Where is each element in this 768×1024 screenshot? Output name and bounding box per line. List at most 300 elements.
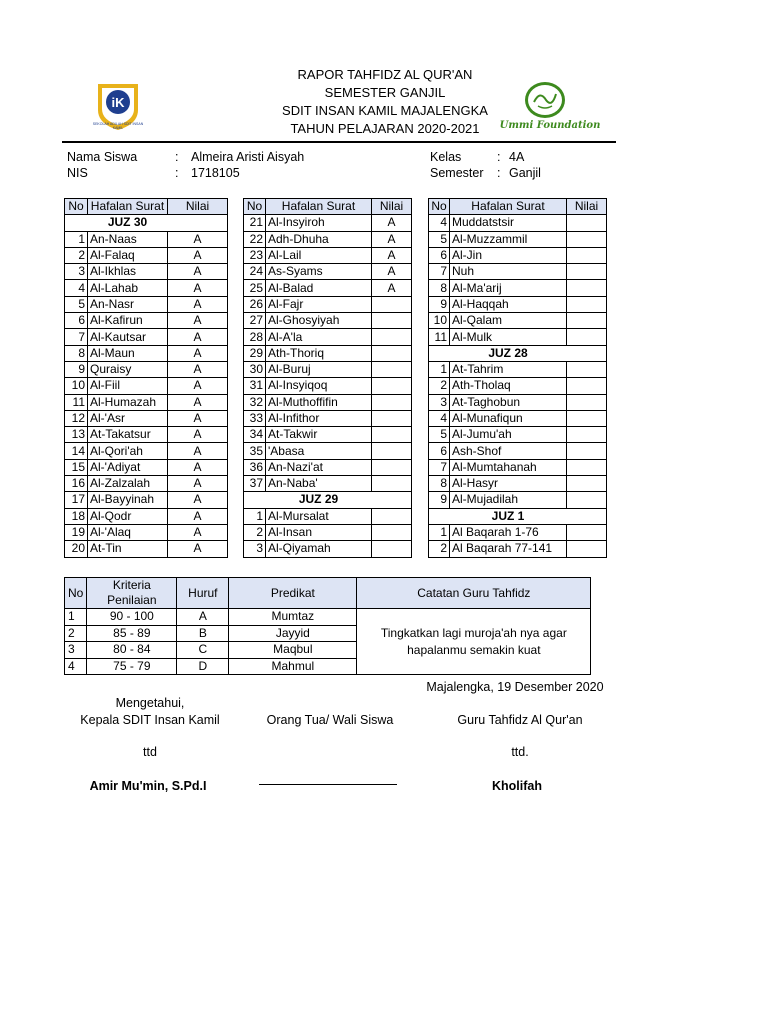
juz-no-cell xyxy=(244,492,266,508)
row-no: 4 xyxy=(429,410,450,426)
row-no: 4 xyxy=(429,215,450,231)
table-row xyxy=(65,378,228,394)
table-row xyxy=(244,459,412,475)
row-surat: Al-'Adiyat xyxy=(88,459,168,475)
row-nilai: A xyxy=(168,410,228,426)
name-value: Almeira Aristi Aisyah xyxy=(191,150,305,164)
row-no: 31 xyxy=(244,378,266,394)
row-nilai xyxy=(372,524,412,540)
header-divider xyxy=(62,141,616,143)
criteria-range: 80 - 84 xyxy=(87,642,177,659)
table-row xyxy=(244,541,412,557)
row-surat: Ash-Shof xyxy=(450,443,567,459)
row-nilai: A xyxy=(168,459,228,475)
row-nilai xyxy=(372,508,412,524)
table-row xyxy=(244,296,412,312)
row-nilai: A xyxy=(168,313,228,329)
row-surat: An-Naba' xyxy=(266,476,372,492)
row-surat: Al-Kafirun xyxy=(88,313,168,329)
ortu-title: Orang Tua/ Wali Siswa xyxy=(266,713,394,727)
row-no: 6 xyxy=(429,247,450,263)
row-no: 7 xyxy=(65,329,88,345)
row-no: 2 xyxy=(244,524,266,540)
table-row xyxy=(244,345,412,361)
row-no: 7 xyxy=(429,264,450,280)
row-nilai: A xyxy=(168,378,228,394)
row-nilai xyxy=(372,313,412,329)
row-no: 32 xyxy=(244,394,266,410)
table-row xyxy=(65,427,228,443)
row-nilai: A xyxy=(168,541,228,557)
row-nilai: A xyxy=(168,394,228,410)
juz-nilai-cell xyxy=(372,492,412,508)
row-no: 1 xyxy=(65,231,88,247)
row-no: 2 xyxy=(429,541,450,557)
row-surat: Muddatstsir xyxy=(450,215,567,231)
row-surat: Ath-Thoriq xyxy=(266,345,372,361)
row-nilai: A xyxy=(372,231,412,247)
nis-value: 1718105 xyxy=(191,166,240,180)
table-row xyxy=(244,410,412,426)
row-surat: Al-Mumtahanah xyxy=(450,459,567,475)
table-row xyxy=(429,476,607,492)
row-surat: Al-'Asr xyxy=(88,410,168,426)
criteria-header-predikat: Predikat xyxy=(229,578,357,609)
row-surat: Adh-Dhuha xyxy=(266,231,372,247)
row-nilai: A xyxy=(168,345,228,361)
row-no: 5 xyxy=(429,231,450,247)
row-no: 6 xyxy=(429,443,450,459)
row-no: 36 xyxy=(244,459,266,475)
kepala-ttd: ttd xyxy=(143,745,157,759)
row-nilai: A xyxy=(372,280,412,296)
table-row xyxy=(65,280,228,296)
row-nilai xyxy=(372,459,412,475)
row-surat: As-Syams xyxy=(266,264,372,280)
row-nilai xyxy=(372,378,412,394)
criteria-predikat: Mahmul xyxy=(229,658,357,675)
juz-nilai-cell xyxy=(567,345,607,361)
row-surat: Al-Infithor xyxy=(266,410,372,426)
row-nilai xyxy=(372,427,412,443)
juz-row xyxy=(429,345,607,361)
table-row xyxy=(65,345,228,361)
kelas-colon: : xyxy=(497,150,501,164)
row-nilai xyxy=(567,443,607,459)
row-no: 3 xyxy=(65,264,88,280)
table-row xyxy=(429,410,607,426)
table-row xyxy=(429,524,607,540)
row-surat: Ath-Tholaq xyxy=(450,378,567,394)
title-line-1: RAPOR TAHFIDZ AL QUR'AN xyxy=(297,67,473,82)
row-nilai xyxy=(567,476,607,492)
table-row xyxy=(244,476,412,492)
criteria-letter: D xyxy=(177,658,229,675)
row-surat: Al-Insyiroh xyxy=(266,215,372,231)
table-row xyxy=(429,541,607,557)
header-surat: Hafalan Surat xyxy=(450,199,567,215)
table-row xyxy=(65,476,228,492)
row-nilai xyxy=(567,264,607,280)
row-surat: Al-Insyiqoq xyxy=(266,378,372,394)
row-nilai: A xyxy=(168,231,228,247)
row-surat: Al-A'la xyxy=(266,329,372,345)
row-surat: Al-Ma'arij xyxy=(450,280,567,296)
juz-no-cell xyxy=(429,345,450,361)
table-row xyxy=(65,492,228,508)
row-no: 14 xyxy=(65,443,88,459)
row-nilai xyxy=(372,394,412,410)
row-no: 8 xyxy=(65,345,88,361)
table-row xyxy=(429,264,607,280)
row-nilai: A xyxy=(168,264,228,280)
row-surat: At-Tin xyxy=(88,541,168,557)
table-row xyxy=(65,231,228,247)
row-surat: Al-'Alaq xyxy=(88,524,168,540)
table-row xyxy=(244,247,412,263)
row-nilai: A xyxy=(168,524,228,540)
header-nilai: Nilai xyxy=(168,199,228,215)
row-no: 27 xyxy=(244,313,266,329)
table-row xyxy=(244,231,412,247)
criteria-header-huruf: Huruf xyxy=(177,578,229,609)
row-no: 8 xyxy=(429,476,450,492)
row-no: 17 xyxy=(65,492,88,508)
kelas-label: Kelas xyxy=(430,150,462,164)
semester-label: Semester xyxy=(430,166,484,180)
row-nilai xyxy=(372,329,412,345)
row-nilai xyxy=(567,541,607,557)
table-row xyxy=(244,524,412,540)
row-surat: Al-Balad xyxy=(266,280,372,296)
row-surat: Quraisy xyxy=(88,361,168,377)
row-no: 25 xyxy=(244,280,266,296)
table-row xyxy=(429,280,607,296)
table-row xyxy=(429,443,607,459)
row-no: 22 xyxy=(244,231,266,247)
row-no: 4 xyxy=(65,280,88,296)
table-row xyxy=(244,361,412,377)
svg-text:iK: iK xyxy=(111,95,125,110)
mengetahui-label: Mengetahui, xyxy=(115,696,185,710)
guru-title: Guru Tahfidz Al Qur'an xyxy=(457,713,583,727)
table-row xyxy=(429,247,607,263)
row-no: 26 xyxy=(244,296,266,312)
row-no: 11 xyxy=(429,329,450,345)
title-line-4: TAHUN PELAJARAN 2020-2021 xyxy=(290,121,480,136)
table-header-row xyxy=(429,199,607,215)
row-surat: At-Takwir xyxy=(266,427,372,443)
row-nilai xyxy=(567,492,607,508)
table-row xyxy=(65,394,228,410)
row-nilai xyxy=(372,296,412,312)
row-surat: At-Taghobun xyxy=(450,394,567,410)
table-row xyxy=(244,394,412,410)
row-no: 37 xyxy=(244,476,266,492)
row-surat: Al-Haqqah xyxy=(450,296,567,312)
table-row xyxy=(65,264,228,280)
row-no: 16 xyxy=(65,476,88,492)
table-row xyxy=(429,329,607,345)
row-nilai xyxy=(567,378,607,394)
row-surat: Al-Bayyinah xyxy=(88,492,168,508)
table-row xyxy=(65,361,228,377)
row-surat: Al-Mujadilah xyxy=(450,492,567,508)
row-nilai xyxy=(372,476,412,492)
row-nilai xyxy=(567,280,607,296)
criteria-header-row xyxy=(65,578,591,609)
semester-colon: : xyxy=(497,166,501,180)
row-nilai: A xyxy=(168,492,228,508)
juz-row xyxy=(244,492,412,508)
row-nilai xyxy=(567,361,607,377)
criteria-predikat: Mumtaz xyxy=(229,609,357,626)
table-row xyxy=(244,427,412,443)
ortu-signature-line xyxy=(259,784,397,785)
row-nilai xyxy=(372,410,412,426)
criteria-table xyxy=(64,577,591,675)
row-surat: Al-Fiil xyxy=(88,378,168,394)
row-surat: Al-Maun xyxy=(88,345,168,361)
row-no: 19 xyxy=(65,524,88,540)
criteria-no: 3 xyxy=(65,642,87,659)
title-line-3: SDIT INSAN KAMIL MAJALENGKA xyxy=(282,103,488,118)
table-row xyxy=(429,361,607,377)
name-colon: : xyxy=(175,150,179,164)
row-nilai xyxy=(372,345,412,361)
hafalan-table-2 xyxy=(243,198,412,558)
row-nilai: A xyxy=(168,296,228,312)
teacher-note xyxy=(357,609,591,675)
semester-value: Ganjil xyxy=(509,166,541,180)
row-surat: An-Naas xyxy=(88,231,168,247)
header-surat: Hafalan Surat xyxy=(88,199,168,215)
header-no: No xyxy=(429,199,450,215)
row-surat: Al-Jin xyxy=(450,247,567,263)
criteria-header-no: No xyxy=(65,578,87,609)
row-no: 2 xyxy=(65,247,88,263)
table-row xyxy=(244,443,412,459)
row-nilai xyxy=(567,231,607,247)
row-no: 9 xyxy=(429,296,450,312)
row-surat: At-Takatsur xyxy=(88,427,168,443)
name-label: Nama Siswa xyxy=(67,150,138,164)
row-no: 1 xyxy=(429,524,450,540)
row-surat: Al-Mursalat xyxy=(266,508,372,524)
row-nilai: A xyxy=(168,443,228,459)
header-surat: Hafalan Surat xyxy=(266,199,372,215)
row-no: 11 xyxy=(65,394,88,410)
table-row xyxy=(244,280,412,296)
criteria-letter: C xyxy=(177,642,229,659)
criteria-header-catatan: Catatan Guru Tahfidz xyxy=(357,578,591,609)
row-nilai: A xyxy=(168,247,228,263)
row-no: 18 xyxy=(65,508,88,524)
nis-colon: : xyxy=(175,166,179,180)
juz-nilai-cell xyxy=(168,215,228,231)
row-surat: Al-Humazah xyxy=(88,394,168,410)
row-no: 5 xyxy=(429,427,450,443)
row-no: 9 xyxy=(429,492,450,508)
table-row xyxy=(429,378,607,394)
row-no: 9 xyxy=(65,361,88,377)
row-surat: Al-Zalzalah xyxy=(88,476,168,492)
juz-row xyxy=(65,215,228,231)
row-nilai: A xyxy=(168,476,228,492)
row-nilai: A xyxy=(372,247,412,263)
criteria-predikat: Jayyid xyxy=(229,625,357,642)
row-no: 35 xyxy=(244,443,266,459)
row-surat: Nuh xyxy=(450,264,567,280)
table-row xyxy=(429,394,607,410)
juz-label: JUZ 28 xyxy=(450,345,567,361)
criteria-no: 2 xyxy=(65,625,87,642)
row-surat: Al-Qodr xyxy=(88,508,168,524)
row-nilai xyxy=(567,427,607,443)
row-no: 20 xyxy=(65,541,88,557)
guru-name: Kholifah xyxy=(492,779,542,793)
row-nilai: A xyxy=(168,361,228,377)
juz-label: JUZ 30 xyxy=(88,215,168,231)
title-line-2: SEMESTER GANJIL xyxy=(324,85,446,100)
table-row xyxy=(65,541,228,557)
row-no: 8 xyxy=(429,280,450,296)
criteria-no: 1 xyxy=(65,609,87,626)
hafalan-table-1 xyxy=(64,198,228,558)
row-nilai: A xyxy=(372,215,412,231)
table-row xyxy=(429,215,607,231)
row-nilai xyxy=(567,394,607,410)
header-no: No xyxy=(244,199,266,215)
table-row xyxy=(244,313,412,329)
row-no: 1 xyxy=(429,361,450,377)
table-row xyxy=(65,296,228,312)
table-row xyxy=(429,296,607,312)
header-nilai: Nilai xyxy=(372,199,412,215)
juz-label: JUZ 1 xyxy=(450,508,567,524)
criteria-range: 75 - 79 xyxy=(87,658,177,675)
row-nilai xyxy=(567,329,607,345)
row-no: 15 xyxy=(65,459,88,475)
table-row xyxy=(65,329,228,345)
row-no: 29 xyxy=(244,345,266,361)
table-row xyxy=(429,492,607,508)
row-nilai xyxy=(567,313,607,329)
row-nilai xyxy=(567,524,607,540)
row-nilai: A xyxy=(168,329,228,345)
table-row xyxy=(429,459,607,475)
criteria-predikat: Maqbul xyxy=(229,642,357,659)
row-surat: Al-Qori'ah xyxy=(88,443,168,459)
criteria-row xyxy=(65,609,591,626)
row-surat: 'Abasa xyxy=(266,443,372,459)
table-row xyxy=(65,459,228,475)
nis-label: NIS xyxy=(67,166,88,180)
row-surat: Al-Lail xyxy=(266,247,372,263)
school-logo xyxy=(92,80,144,132)
row-surat: At-Tahrim xyxy=(450,361,567,377)
row-no: 1 xyxy=(244,508,266,524)
row-surat: Al-Mulk xyxy=(450,329,567,345)
header-no: No xyxy=(65,199,88,215)
row-surat: An-Nasr xyxy=(88,296,168,312)
row-surat: Al-Qiyamah xyxy=(266,541,372,557)
juz-nilai-cell xyxy=(567,508,607,524)
row-surat: Al-Qalam xyxy=(450,313,567,329)
criteria-header-kriteria: Kriteria Penilaian xyxy=(87,578,177,609)
hafalan-table-3 xyxy=(428,198,607,558)
row-surat: Al-Buruj xyxy=(266,361,372,377)
table-row xyxy=(244,264,412,280)
table-row xyxy=(429,231,607,247)
table-row xyxy=(244,508,412,524)
row-surat: Al-Ghosyiyah xyxy=(266,313,372,329)
criteria-no: 4 xyxy=(65,658,87,675)
row-no: 3 xyxy=(429,394,450,410)
juz-no-cell xyxy=(429,508,450,524)
table-row xyxy=(244,215,412,231)
row-nilai: A xyxy=(168,280,228,296)
row-no: 10 xyxy=(429,313,450,329)
row-nilai xyxy=(372,361,412,377)
table-row xyxy=(65,443,228,459)
row-surat: Al-Munafiqun xyxy=(450,410,567,426)
criteria-range: 90 - 100 xyxy=(87,609,177,626)
row-no: 21 xyxy=(244,215,266,231)
row-no: 10 xyxy=(65,378,88,394)
row-no: 3 xyxy=(244,541,266,557)
juz-label: JUZ 29 xyxy=(266,492,372,508)
row-surat: Al-Falaq xyxy=(88,247,168,263)
juz-row xyxy=(429,508,607,524)
table-header-row xyxy=(65,199,228,215)
row-no: 5 xyxy=(65,296,88,312)
row-no: 24 xyxy=(244,264,266,280)
place-date: Majalengka, 19 Desember 2020 xyxy=(426,680,604,694)
row-surat: Al Baqarah 1-76 xyxy=(450,524,567,540)
row-nilai xyxy=(567,459,607,475)
guru-ttd: ttd. xyxy=(511,745,529,759)
row-surat: Al-Kautsar xyxy=(88,329,168,345)
row-surat: Al-Ikhlas xyxy=(88,264,168,280)
row-surat: Al-Hasyr xyxy=(450,476,567,492)
header-nilai: Nilai xyxy=(567,199,607,215)
row-surat: Al-Insan xyxy=(266,524,372,540)
kepala-name: Amir Mu'min, S.Pd.I xyxy=(89,779,207,793)
row-nilai xyxy=(372,443,412,459)
ummi-foundation-logo xyxy=(494,80,606,134)
row-no: 33 xyxy=(244,410,266,426)
ummi-foundation-text: Ummi Foundation xyxy=(499,120,601,131)
kelas-value: 4A xyxy=(509,150,525,164)
table-row xyxy=(244,329,412,345)
row-no: 6 xyxy=(65,313,88,329)
row-surat: Al-Lahab xyxy=(88,280,168,296)
row-no: 13 xyxy=(65,427,88,443)
table-row xyxy=(65,313,228,329)
criteria-letter: A xyxy=(177,609,229,626)
row-nilai: A xyxy=(372,264,412,280)
row-surat: An-Nazi'at xyxy=(266,459,372,475)
row-no: 28 xyxy=(244,329,266,345)
table-row xyxy=(65,524,228,540)
row-nilai xyxy=(567,215,607,231)
teacher-note-line-2: hapalanmu semakin kuat xyxy=(407,642,541,657)
row-surat: Al-Muzzammil xyxy=(450,231,567,247)
row-no: 12 xyxy=(65,410,88,426)
row-no: 7 xyxy=(429,459,450,475)
row-no: 23 xyxy=(244,247,266,263)
